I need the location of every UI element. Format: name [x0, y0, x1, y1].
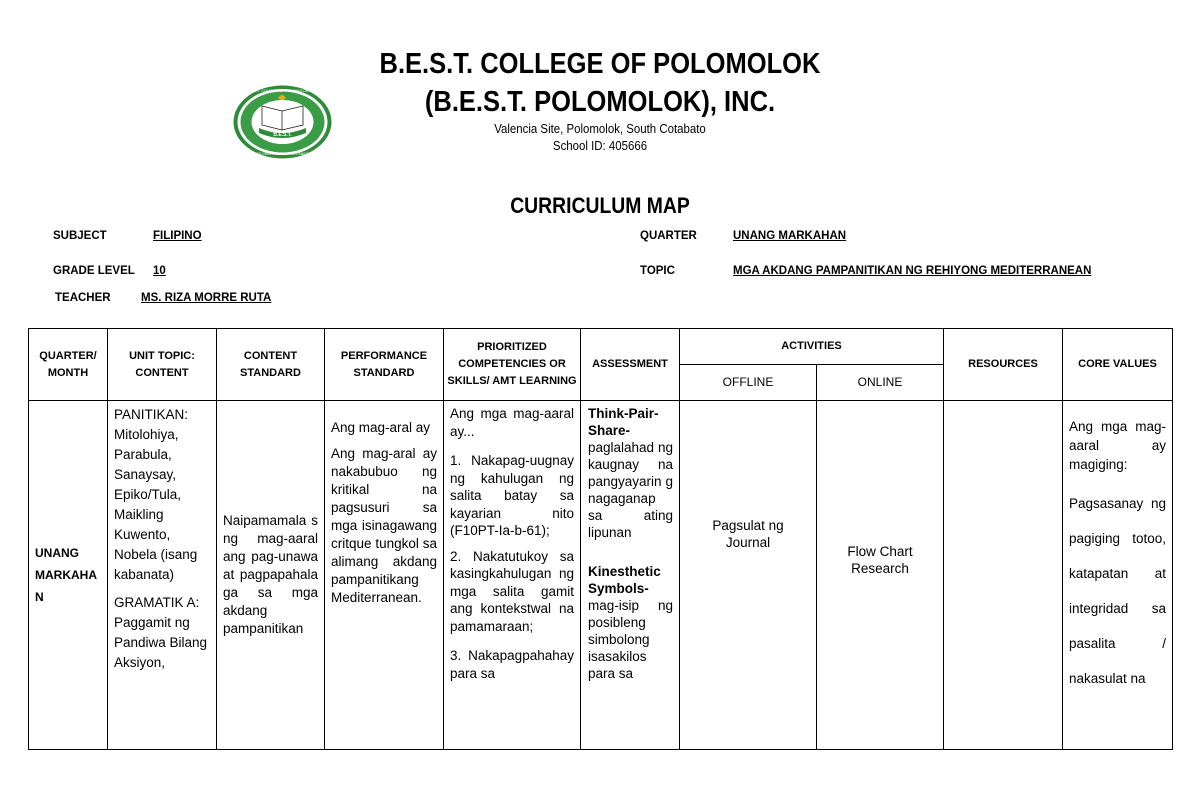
- logo-bottom-text: POLOMOLOK, SOUTH COTABATO: [255, 152, 310, 156]
- cell-content-standard: [217, 401, 325, 750]
- logo-center-text: B.E.S.T.: [273, 132, 292, 138]
- core-values-intro: Ang mga mag- aaral ay magiging:: [1069, 419, 1166, 472]
- competency-3: 3. Nakapagpahahay para sa: [450, 648, 574, 681]
- school-id: School ID: 405666: [552, 138, 648, 153]
- cell-competencies: [444, 401, 581, 750]
- header-assessment: ASSESSMENT: [581, 329, 680, 401]
- topic-label: TOPIC: [640, 265, 675, 277]
- cell-unit-topic: [108, 401, 217, 750]
- header-resources: RESOURCES: [944, 329, 1063, 401]
- competency-1: 1. Nakapag-uugnay ng kahulugan ng salita batay sa kayarian nito (F10PT-Ia-b-61);: [450, 453, 574, 538]
- school-name: B.E.S.T. COLLEGE OF POLOMOLOK: [379, 48, 821, 80]
- online-text: Flow Chart Research: [847, 544, 913, 576]
- quarter-label: QUARTER: [640, 230, 697, 242]
- logo-year-text: 1995: [278, 138, 287, 143]
- quarter-value: UNANG MARKAHAN: [733, 230, 847, 242]
- school-address: Valencia Site, Polomolok, South Cotabato: [494, 121, 706, 136]
- header-core-values: CORE VALUES: [1063, 329, 1173, 401]
- cell-assessment: [581, 401, 680, 750]
- cell-performance-standard: [325, 401, 444, 750]
- subject-value: FILIPINO: [153, 230, 202, 242]
- cell-offline: [680, 401, 817, 750]
- competency-intro: Ang mga mag-aaral ay...: [450, 406, 574, 439]
- assessment-2-title: Kinesthetic Symbols-: [588, 564, 661, 596]
- performance-intro: Ang mag-aral ay: [331, 420, 431, 435]
- teacher-value: MS. RIZA MORRE RUTA: [141, 292, 272, 304]
- header-performance-standard: PERFORMANCE STANDARD: [325, 329, 444, 401]
- topic-value: MGA AKDANG PAMPANITIKAN NG REHIYONG MEDITERRANEAN: [733, 265, 1092, 277]
- document-title: CURRICULUM MAP: [510, 193, 690, 218]
- grade-label: GRADE LEVEL: [53, 265, 135, 277]
- header-unit-topic: UNIT TOPIC: CONTENT: [108, 329, 217, 401]
- header-competencies: PRIORITIZED COMPETENCIES OR SKILLS/ AMT LEARNING: [444, 329, 581, 401]
- competency-2: 2. Nakatutukoy sa kasingkahulugan ng mga salita gamit ang kontekstwal na pamamaraan;: [450, 548, 574, 634]
- subject-label: SUBJECT: [53, 230, 107, 242]
- quarter-text: UNANG MARKAHA N: [35, 546, 97, 604]
- content-standard-text: Naipamamala s ng mag-aaral ang pag-unawa at pagpapahala ga sa mga akdang pampanitikan: [223, 513, 318, 636]
- logo-top-text: B.E.S.T. COLLEGE OF POLOMOLOK, INC.: [247, 89, 318, 93]
- resources-text: [944, 401, 1062, 735]
- cell-resources: [944, 401, 1063, 750]
- cell-core-values: [1063, 401, 1173, 750]
- assessment-1-text: paglalahad ng kaugnay na pangyayarin g nagaganap sa ating lipunan: [588, 440, 673, 540]
- header-offline: OFFLINE: [680, 365, 817, 401]
- core-values-text: Pagsasanay ng pagiging totoo, katapatan at integridad sa pasalita / nakasulat na: [1069, 496, 1166, 686]
- assessment-1-title: Think-Pair-Share-: [588, 406, 659, 438]
- header-online: ONLINE: [817, 365, 944, 401]
- unit-topic-grammar: GRAMATIK A: Paggamit ng Pandiwa Bilang Aksiyon,: [114, 595, 208, 670]
- cell-online: [817, 401, 944, 750]
- header-quarter: QUARTER/ MONTH: [29, 329, 108, 401]
- unit-topic-literature: PANITIKAN: Mitolohiya, Parabula, Sanaysay, Epiko/Tula, Maikling Kuwento, Nobela (isang kabanata): [114, 407, 198, 582]
- header-activities: ACTIVITIES: [680, 329, 944, 365]
- curriculum-table: [28, 328, 1173, 750]
- grade-value: 10: [153, 265, 166, 277]
- teacher-label: TEACHER: [55, 292, 111, 304]
- school-logo: [232, 84, 333, 160]
- performance-text: Ang mag-aral ay nakabubuo ng kritikal na pagsusuri sa mga isinagawang critque tungkol sa alimang akdang pampanitikang Mediterranean.: [331, 446, 437, 605]
- school-name-line2: (B.E.S.T. POLOMOLOK), INC.: [424, 86, 776, 118]
- cell-quarter: [29, 401, 108, 750]
- offline-text: Pagsulat ng Journal: [712, 518, 784, 550]
- assessment-2-text: mag-isip ng posibleng simbolong isasakilos para sa: [588, 598, 673, 681]
- header-content-standard: CONTENT STANDARD: [217, 329, 325, 401]
